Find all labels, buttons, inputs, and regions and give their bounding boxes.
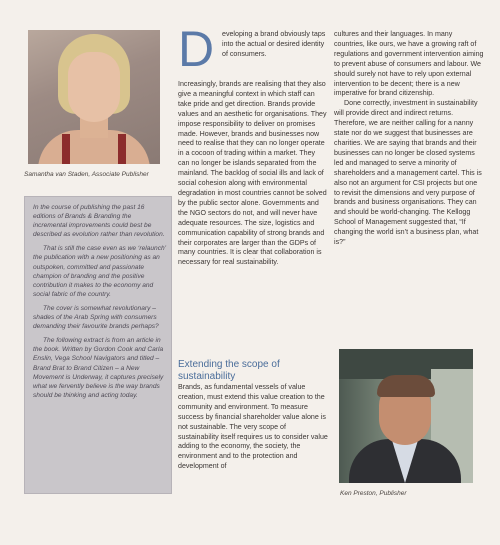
photo-caption-left: Samantha van Staden, Associate Publisher — [24, 171, 149, 178]
article-column-2 — [334, 30, 484, 248]
publisher-photo — [339, 349, 473, 483]
photo-caption-right: Ken Preston, Publisher — [340, 490, 407, 497]
associate-publisher-photo — [28, 30, 160, 164]
sidebar-paragraph: That is still the case even as we ‘relaunch’ the publication with a new positioning as an outspoken, committed and passionate champion of branding and the positive contribution it makes to the economy and social fabric of the country. — [33, 245, 166, 298]
article-column-1: Increasingly, brands are realising that they also give a meaningful context in which staff can take pride and get direction. Brands provide values and an aesthetic for organisations. They impose responsibility to deliver on promises made. However, brands and businesses now need to realise that they can no longer operate in a cocoon of trading within a market. They can no longer be islands separated from the mainland. The backlog of social ills and lack of social cohesion along with environmental degradation in most countries cannot be solved by the public sector alone. Governments and the NGO sectors do not, and will never have adequate resources. The size, logistics and communication capability of strong brands and their corporates are larger than the GDPs of many countries. It is clear that collaboration is necessary for real sustainability. — [178, 80, 327, 267]
lead-text: eveloping a brand obviously taps into the actual or desired identity of consumers. — [222, 30, 326, 58]
column-2-paragraph: cultures and their languages. In many countries, like ours, we have a growing raft of regulations and government intervention aiming to prevent abuse of consumers and labour. We should surely not have to rely upon external intervention to be decent; there is a new imperative for brand citizenship. — [334, 30, 484, 98]
sidebar-paragraph: The cover is somewhat revolutionary – shades of the Arab Spring with consumers demanding their favourite brands perhaps? — [33, 304, 159, 331]
editorial-sidebar — [24, 196, 172, 494]
sidebar-paragraph: The following extract is from an article in the book. Written by Gordon Cook and Carla Enslin, Vega School Navigators and titled – Brand Brat to Brand Citizen – a New Movement is Underway, it captures precisely what we fervently believe is the way brands should be thinking and acting today. — [33, 337, 164, 399]
section-heading: Extending the scope of sustainability — [178, 359, 280, 382]
article-column-1-lower: Brands, as fundamental vessels of value creation, must extend this value creation to the community and environment. To measure success by financial shareholder value alone is not sustainable. The very scope of sustainability itself requires us to consider value adding to the economy, the society, the environment and to the protection and development of — [178, 383, 328, 471]
drop-cap: D — [178, 21, 215, 77]
column-2-paragraph: Done correctly, investment in sustainability will provide direct and indirect returns. Therefore, we are neither calling for a nanny state nor do we suggest that businesses are charities. We are saying that brands and their businesses can no longer be closed systems led and managed to serve a minority of shareholders and a management cartel. This is also not an argument for CSI projects but one to revisit the dimensions and very purpose of brands and business organisations. They can and should be world-changing. The Kellogg School of Management suggested that, “If changing the world isn’t a business plan, what is?” — [334, 99, 482, 247]
article-opening — [178, 21, 328, 80]
sidebar-paragraph: In the course of publishing the past 16 editions of Brands & Branding the incremental improvements could best be described as evolution rather than revolution. — [33, 204, 165, 239]
